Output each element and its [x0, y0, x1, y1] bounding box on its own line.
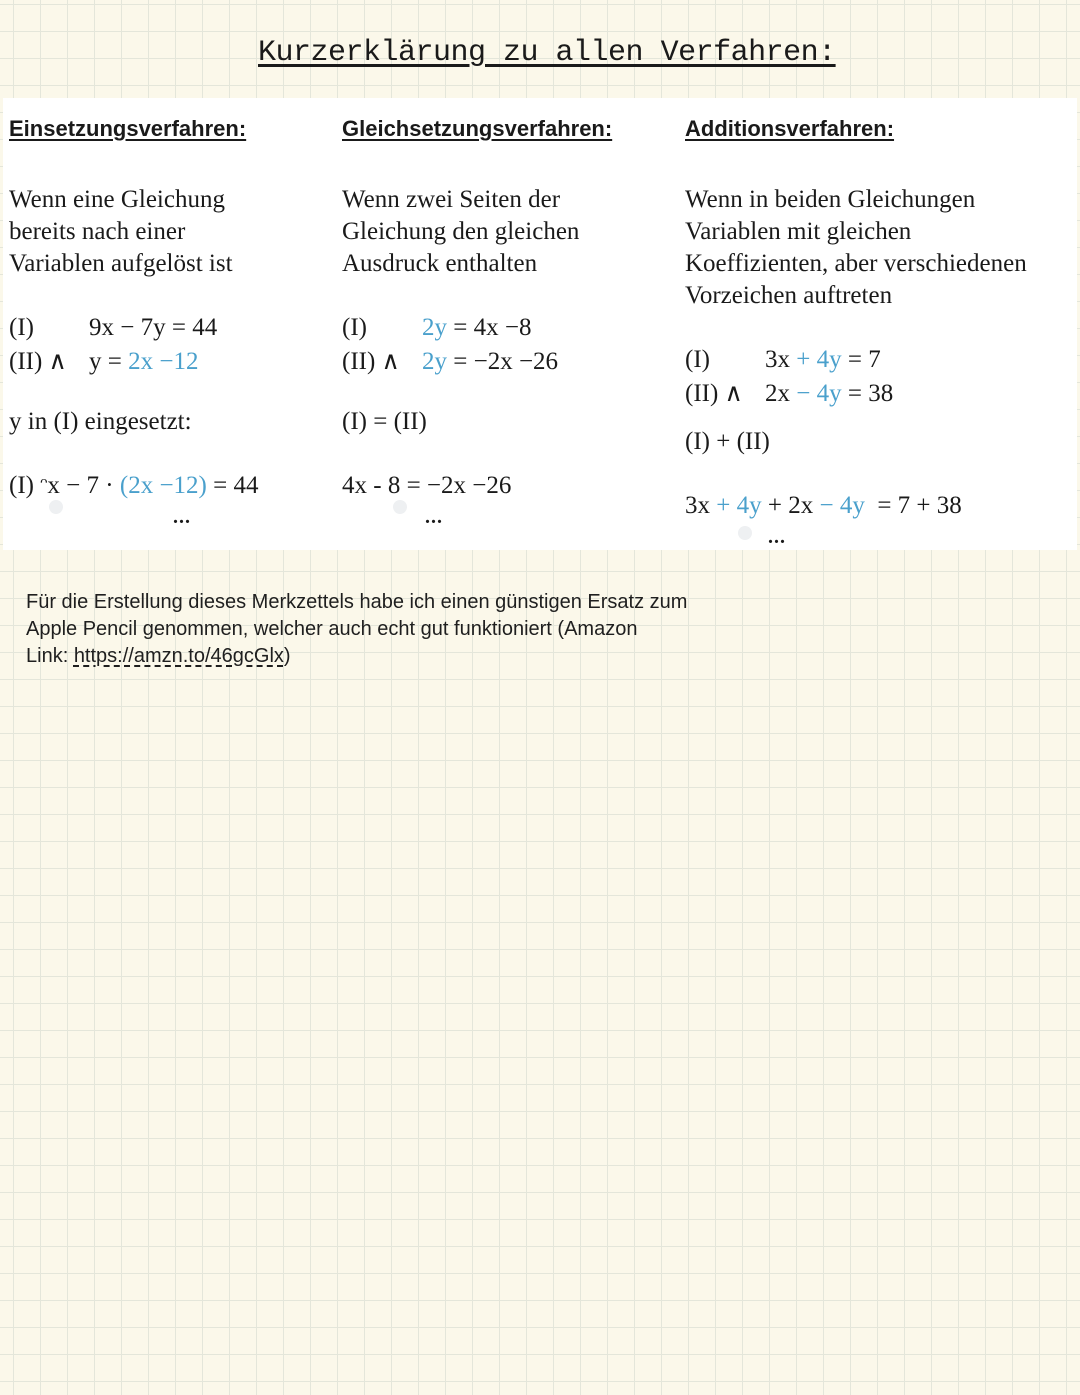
desc-einsetzung	[9, 184, 233, 280]
desc-line: Vorzeichen auftreten	[685, 282, 893, 309]
equation-1	[685, 346, 881, 374]
equation-text: = −2x −26	[400, 472, 512, 499]
desc-line: Koeffizienten, aber verschiedenen	[685, 250, 1027, 277]
equation-text: y =	[89, 348, 129, 375]
equation-text: = 38	[841, 380, 894, 407]
equation-1	[9, 314, 217, 342]
step-label: (I) + (II)	[685, 428, 770, 455]
equation-2	[342, 346, 558, 376]
equation-2	[9, 346, 198, 376]
equation-label: (I)	[685, 346, 710, 373]
equation-text: 3x	[685, 492, 717, 519]
equation-text: ᵔx − 7 ·	[40, 472, 120, 499]
equation-text: 4x - 8	[342, 472, 401, 499]
equation-highlight: 2y	[422, 314, 447, 341]
blur-mark	[738, 524, 752, 542]
ellipsis: ...	[173, 506, 191, 528]
equation-highlight: − 4y	[819, 492, 865, 519]
amazon-link[interactable]: https://amzn.to/46gcGlx	[73, 645, 284, 667]
desc-line: bereits nach einer	[9, 218, 186, 245]
desc-line: Variablen aufgelöst ist	[9, 250, 233, 277]
equation-text: + 2x	[761, 492, 820, 519]
equation-text: = 44	[206, 472, 259, 499]
heading-addition: Additionsverfahren:	[685, 116, 895, 141]
page-title: Kurzerklärung zu allen Verfahren:	[258, 36, 836, 70]
desc-line: Gleichung den gleichen	[342, 218, 580, 245]
ellipsis: ...	[425, 506, 443, 528]
equation-label: (I)	[9, 472, 34, 499]
equation-highlight: 2y	[422, 348, 447, 375]
equation-label: (II) ∧	[9, 348, 67, 375]
footnote	[26, 589, 687, 670]
equation-highlight: + 4y	[716, 492, 762, 519]
footnote-line: Apple Pencil genommen, welcher auch echt gut funktioniert (Amazon	[26, 618, 638, 640]
link-prefix: Link:	[26, 645, 74, 667]
equation-text: 9x − 7y = 44	[89, 314, 218, 341]
step-label: (I) = (II)	[342, 408, 427, 435]
desc-gleichsetzung	[342, 184, 579, 280]
equation-text: = 7	[841, 346, 881, 373]
equation-highlight: − 4y	[796, 380, 842, 407]
desc-line: Wenn in beiden Gleichungen	[685, 186, 976, 213]
equation-2	[685, 378, 893, 408]
footnote-line	[26, 643, 687, 670]
equation-label: (I)	[342, 314, 367, 341]
blur-mark	[49, 498, 63, 516]
summary-card	[3, 98, 1077, 550]
equation-highlight: 2x −12	[128, 348, 199, 375]
heading-gleichsetzung: Gleichsetzungsverfahren:	[342, 116, 613, 141]
equation-text: = −2x −26	[447, 348, 559, 375]
desc-addition	[685, 184, 1027, 312]
link-suffix: )	[283, 645, 291, 667]
desc-line: Wenn zwei Seiten der	[342, 186, 561, 213]
heading-einsetzung: Einsetzungsverfahren:	[9, 116, 247, 141]
equation-highlight: (2x −12)	[119, 472, 207, 499]
desc-line: Wenn eine Gleichung	[9, 186, 225, 213]
footnote-line: Für die Erstellung dieses Merkzettels habe ich einen günstigen Ersatz zum	[26, 591, 688, 613]
equation-label: (I)	[9, 314, 34, 341]
desc-line: Ausdruck enthalten	[342, 250, 538, 277]
equation-label: (II) ∧	[685, 380, 743, 407]
equation-1	[342, 314, 531, 342]
desc-line: Variablen mit gleichen	[685, 218, 912, 245]
equation-label: (II) ∧	[342, 348, 400, 375]
equation-text: = 7 + 38	[864, 492, 962, 519]
step-label: y in (I) eingesetzt:	[9, 408, 192, 435]
equation-highlight: + 4y	[796, 346, 842, 373]
equation-text: 3x	[765, 346, 797, 373]
substitution	[9, 472, 258, 500]
equation-text: = 4x −8	[447, 314, 532, 341]
equation-text: 2x	[765, 380, 797, 407]
substitution	[342, 472, 511, 500]
sum-equation	[685, 492, 962, 520]
ellipsis: ...	[768, 526, 786, 548]
blur-mark	[393, 498, 407, 516]
